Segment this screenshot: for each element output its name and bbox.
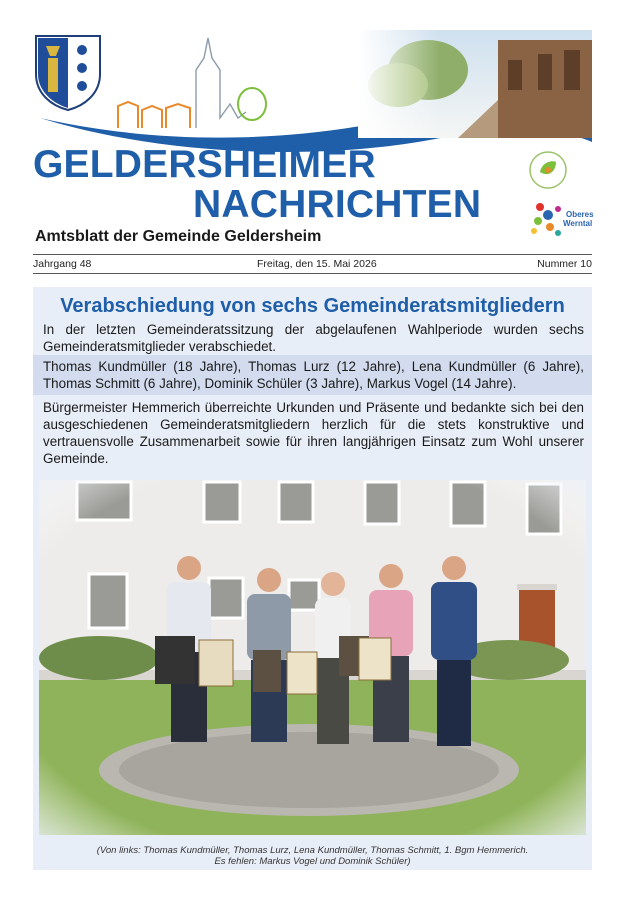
houses-outline: [118, 102, 190, 128]
masthead-title-line1: GELDERSHEIMER: [33, 143, 376, 186]
article-names: Thomas Kundmüller (18 Jahre), Thomas Lurz (12 Jahre), Lena Kundmüller (6 Jahre), Thomas Schmitt (6 Jahre), Dominik Schüler (3 Jahre), Markus Vogel (14 Jahre).: [43, 359, 584, 391]
issue-info-bar: [33, 254, 592, 274]
article-body: Bürgermeister Hemmerich überreichte Urkunden und Präsente und bedankte sich bei den ausgeschiedenen Gemeinderatsmitgliedern herzlich für die stets konstruktive und vertrauensvolle Zusammenarbeit sowie für ihren langjährigen Einsatz zum Wohl unserer Gemeinde.: [43, 400, 584, 466]
photo-caption-line1: (Von links: Thomas Kundmüller, Thomas Lurz, Lena Kundmüller, Thomas Schmitt, 1. Bgm Hemmerich.: [96, 845, 529, 856]
article-intro: In der letzten Gemeinderatssitzung der abgelaufenen Wahlperiode wurden sechs Gemeinderatsmitglieder verabschiedet.: [43, 322, 584, 354]
photo-caption: [33, 845, 592, 867]
issue-number: Nummer 10: [537, 258, 592, 270]
werntal-logo-text-line2: Werntal: [563, 219, 593, 228]
sustainability-badge-icon: [528, 150, 568, 190]
masthead-photo: [358, 30, 592, 138]
issue-volume: Jahrgang 48: [33, 258, 92, 270]
masthead-subtitle: Amtsblatt der Gemeinde Geldersheim: [35, 228, 322, 245]
werntal-logo-text-line1: Oberes: [566, 210, 594, 219]
issue-date: Freitag, den 15. Mai 2026: [257, 258, 377, 270]
photo-caption-line2: Es fehlen: Markus Vogel und Dominik Schüler): [214, 856, 411, 867]
municipal-crest-icon: [34, 32, 102, 112]
group-photo: [39, 480, 586, 835]
masthead-title-line2: NACHRICHTEN: [193, 183, 482, 226]
tree-outline: [238, 88, 266, 120]
church-tower-outline: [196, 38, 246, 128]
article-box: [33, 287, 592, 870]
article-headline: Verabschiedung von sechs Gemeinderatsmitgliedern: [60, 295, 565, 317]
